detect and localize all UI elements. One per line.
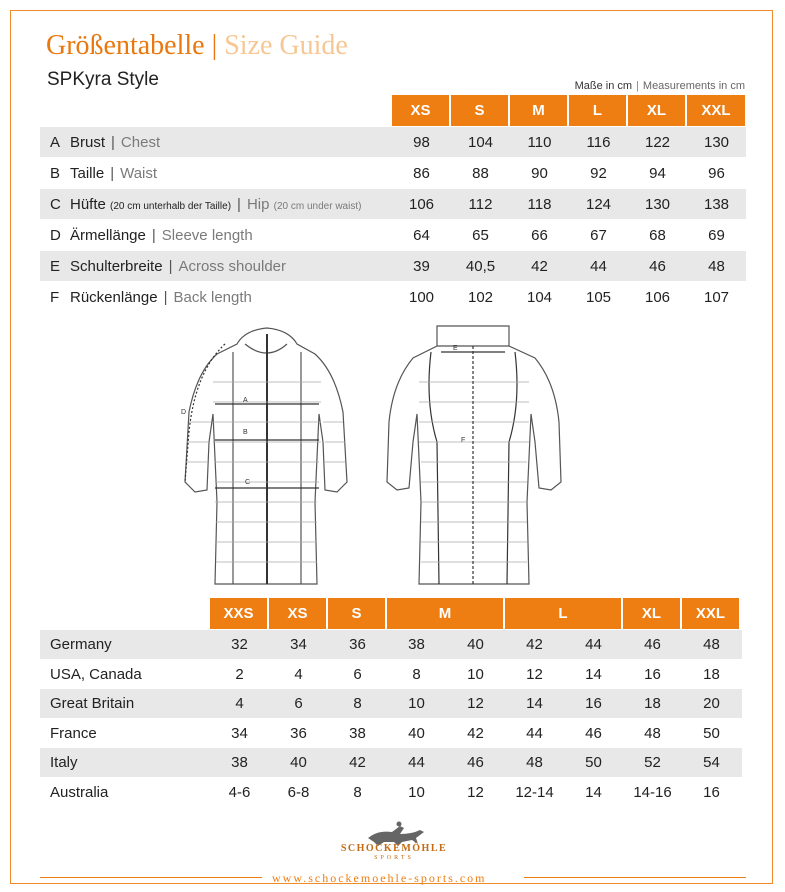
label-separator: | xyxy=(168,257,173,275)
measurement-row xyxy=(40,282,746,312)
measurement-label-en: Waist xyxy=(120,164,158,182)
country-size-value: 10 xyxy=(467,665,484,683)
country-size-value: 2 xyxy=(235,665,244,683)
coat-back-drawing xyxy=(387,326,561,584)
measurement-label xyxy=(70,196,392,213)
size-header-cell: XXL xyxy=(687,95,745,126)
country-size-value: 34 xyxy=(231,724,248,742)
size-header-cell: XL xyxy=(628,95,685,126)
measurement-value: 124 xyxy=(585,195,612,213)
country-size-value: 48 xyxy=(703,636,720,653)
measurement-value: 44 xyxy=(590,257,607,275)
measurement-value: 106 xyxy=(408,195,435,213)
footer-url[interactable]: www.schockemoehle-sports.com xyxy=(272,871,487,885)
drawing-label-e: E xyxy=(453,345,458,352)
intl-size-header-cell: XL xyxy=(623,598,680,629)
measurement-value: 86 xyxy=(413,164,430,182)
measurement-value: 88 xyxy=(472,164,489,182)
units-en: Measurements in cm xyxy=(642,80,745,92)
measurement-label-en: Sleeve length xyxy=(161,226,253,244)
measurement-label xyxy=(70,289,392,306)
page-title xyxy=(46,30,348,62)
size-header-cell: M xyxy=(510,95,567,126)
country-size-value: 50 xyxy=(703,724,720,742)
measurement-value: 48 xyxy=(708,257,725,275)
country-size-value: 36 xyxy=(349,636,366,653)
label-separator: | xyxy=(110,164,115,182)
country-row xyxy=(40,660,742,689)
measurement-row xyxy=(40,220,746,250)
measurement-label-de: Ärmellänge xyxy=(70,226,146,244)
country-size-value: 8 xyxy=(353,695,362,713)
country-name: France xyxy=(50,724,97,742)
country-size-value: 48 xyxy=(526,754,543,772)
footer-line-right xyxy=(524,877,746,878)
country-name: Germany xyxy=(50,636,112,653)
measurement-value: 112 xyxy=(468,195,493,213)
country-size-value: 12-14 xyxy=(515,784,554,801)
label-separator: | xyxy=(111,133,115,151)
measurement-note-en: (20 cm under waist) xyxy=(273,200,362,212)
measurement-value: 104 xyxy=(526,288,553,306)
country-size-value: 18 xyxy=(703,665,720,683)
country-size-value: 12 xyxy=(467,784,484,801)
measurement-label-de: Taille xyxy=(70,164,105,182)
country-size-value: 20 xyxy=(703,695,720,713)
measurement-value: 96 xyxy=(708,164,725,182)
measurement-value: 110 xyxy=(527,133,552,151)
country-size-value: 14 xyxy=(526,695,543,713)
measurement-letter: E xyxy=(50,257,61,275)
size-header-cell: XS xyxy=(392,95,449,126)
country-size-value: 14 xyxy=(585,665,602,683)
country-size-value: 42 xyxy=(349,754,366,772)
measurement-value: 106 xyxy=(644,288,671,306)
country-size-value: 42 xyxy=(526,636,543,653)
country-size-value: 4 xyxy=(294,665,303,683)
country-size-value: 40 xyxy=(408,724,425,742)
measurement-value: 67 xyxy=(590,226,607,244)
country-size-value: 14-16 xyxy=(633,784,672,801)
country-name: USA, Canada xyxy=(50,665,142,683)
measurement-value: 40,5 xyxy=(465,257,496,275)
country-size-value: 32 xyxy=(231,636,248,653)
measurement-note-de: (20 cm unterhalb der Taille) xyxy=(110,200,232,212)
measurement-row xyxy=(40,189,746,219)
drawing-label-b: B xyxy=(243,429,248,436)
coat-technical-drawing xyxy=(175,322,575,587)
title-separator: | xyxy=(211,30,218,61)
country-size-value: 6 xyxy=(353,665,362,683)
brand-name: SCHOCKEMÖHLE xyxy=(340,843,448,854)
measurement-label xyxy=(70,165,392,182)
country-size-value: 10 xyxy=(408,695,425,713)
measurement-value: 64 xyxy=(413,226,430,244)
units-note xyxy=(575,80,745,92)
country-size-value: 38 xyxy=(408,636,425,653)
label-separator: | xyxy=(237,195,241,213)
intl-size-header-cell: M xyxy=(387,598,503,629)
coat-front-drawing xyxy=(185,328,347,584)
units-separator: | xyxy=(636,80,639,92)
measurement-label-en: Hip xyxy=(246,195,270,213)
measurement-letter: D xyxy=(50,226,61,244)
measurement-value: 39 xyxy=(413,257,430,275)
measurement-value: 69 xyxy=(708,226,725,244)
country-size-value: 34 xyxy=(290,636,307,653)
country-size-value: 54 xyxy=(703,754,720,772)
label-separator: | xyxy=(163,288,168,306)
country-row xyxy=(40,719,742,748)
intl-size-header-cell: XS xyxy=(269,598,326,629)
country-size-value: 6-8 xyxy=(287,784,310,801)
measurement-value: 130 xyxy=(644,195,671,213)
intl-size-header-cell: S xyxy=(328,598,385,629)
measurement-value: 42 xyxy=(531,257,548,275)
units-de: Maße in cm xyxy=(574,80,633,92)
intl-size-header-cell: XXL xyxy=(682,598,739,629)
measurement-label-de: Rückenlänge xyxy=(70,288,158,306)
measurement-value: 102 xyxy=(467,288,494,306)
measurement-label xyxy=(70,258,392,275)
country-size-value: 40 xyxy=(290,754,307,772)
country-size-value: 4 xyxy=(235,695,244,713)
measurement-label-en: Chest xyxy=(120,133,161,151)
country-size-value: 16 xyxy=(585,695,602,713)
international-table-header xyxy=(210,598,741,629)
intl-size-header-cell: XXS xyxy=(210,598,267,629)
country-size-value: 50 xyxy=(585,754,602,772)
measurement-row xyxy=(40,251,746,281)
country-size-value: 46 xyxy=(585,724,602,742)
measurement-value: 65 xyxy=(472,226,489,244)
country-size-value: 38 xyxy=(231,754,248,772)
measurement-label-de: Schulterbreite xyxy=(70,257,163,275)
country-size-value: 42 xyxy=(467,724,484,742)
title-de: Größentabelle xyxy=(46,30,205,61)
country-size-value: 12 xyxy=(526,665,543,683)
footer-line-left xyxy=(40,877,262,878)
measurement-value: 90 xyxy=(531,164,548,182)
measurement-value: 118 xyxy=(527,195,552,213)
measurement-label xyxy=(70,227,392,244)
measurement-letter: A xyxy=(50,133,61,151)
measurement-value: 107 xyxy=(703,288,730,306)
measurement-value: 130 xyxy=(703,133,730,151)
country-row xyxy=(40,630,742,659)
country-row xyxy=(40,689,742,718)
measurement-value: 138 xyxy=(703,195,730,213)
drawing-label-d: D xyxy=(181,409,187,416)
country-size-value: 12 xyxy=(467,695,484,713)
measurement-value: 100 xyxy=(408,288,435,306)
measurement-letter: B xyxy=(50,164,61,182)
country-size-value: 14 xyxy=(585,784,602,801)
country-size-value: 40 xyxy=(467,636,484,653)
country-row xyxy=(40,748,742,777)
country-size-value: 10 xyxy=(408,784,425,801)
country-size-value: 48 xyxy=(644,724,661,742)
measurement-label xyxy=(70,134,392,151)
measurement-value: 94 xyxy=(649,164,666,182)
drawing-label-c: C xyxy=(245,479,251,486)
country-size-value: 36 xyxy=(290,724,307,742)
country-name: Great Britain xyxy=(50,695,135,713)
measurement-value: 122 xyxy=(644,133,671,151)
title-en: Size Guide xyxy=(224,30,348,61)
country-size-value: 52 xyxy=(644,754,661,772)
size-header-cell: S xyxy=(451,95,508,126)
country-size-value: 6 xyxy=(294,695,303,713)
country-size-value: 8 xyxy=(353,784,362,801)
measurement-row xyxy=(40,158,746,188)
measurement-value: 116 xyxy=(586,133,611,151)
country-name: Australia xyxy=(50,784,109,801)
brand-sub: SPORTS xyxy=(374,855,414,861)
measurement-row xyxy=(40,127,746,157)
size-header-cell: L xyxy=(569,95,626,126)
measurement-label-en: Back length xyxy=(173,288,252,306)
country-size-value: 16 xyxy=(644,665,661,683)
measurement-label-en: Across shoulder xyxy=(178,257,287,275)
measurement-letter: C xyxy=(50,195,61,213)
country-size-value: 38 xyxy=(349,724,366,742)
intl-size-header-cell: L xyxy=(505,598,621,629)
measurement-letter: F xyxy=(50,288,60,306)
drawing-label-f: F xyxy=(461,437,466,444)
measurement-value: 92 xyxy=(590,164,607,182)
measurement-value: 105 xyxy=(585,288,612,306)
country-size-value: 44 xyxy=(526,724,543,742)
measurement-value: 98 xyxy=(413,133,430,151)
measurement-value: 68 xyxy=(649,226,666,244)
measurement-table-header xyxy=(392,95,745,126)
measurement-value: 66 xyxy=(531,226,548,244)
country-size-value: 8 xyxy=(412,665,421,683)
measurement-label-de: Brust xyxy=(70,133,106,151)
country-name: Italy xyxy=(50,754,78,772)
country-size-value: 44 xyxy=(585,636,602,653)
country-size-value: 46 xyxy=(467,754,484,772)
measurement-label-de: Hüfte xyxy=(70,195,106,213)
country-size-value: 4-6 xyxy=(228,784,251,801)
label-separator: | xyxy=(151,226,156,244)
country-size-value: 46 xyxy=(644,636,661,653)
country-size-value: 18 xyxy=(644,695,661,713)
style-name: SPKyra Style xyxy=(47,69,159,90)
measurement-value: 104 xyxy=(467,133,494,151)
measurement-value: 46 xyxy=(649,257,666,275)
drawing-label-a: A xyxy=(243,397,248,404)
country-size-value: 16 xyxy=(703,784,720,801)
country-size-value: 44 xyxy=(408,754,425,772)
country-row xyxy=(40,778,742,807)
